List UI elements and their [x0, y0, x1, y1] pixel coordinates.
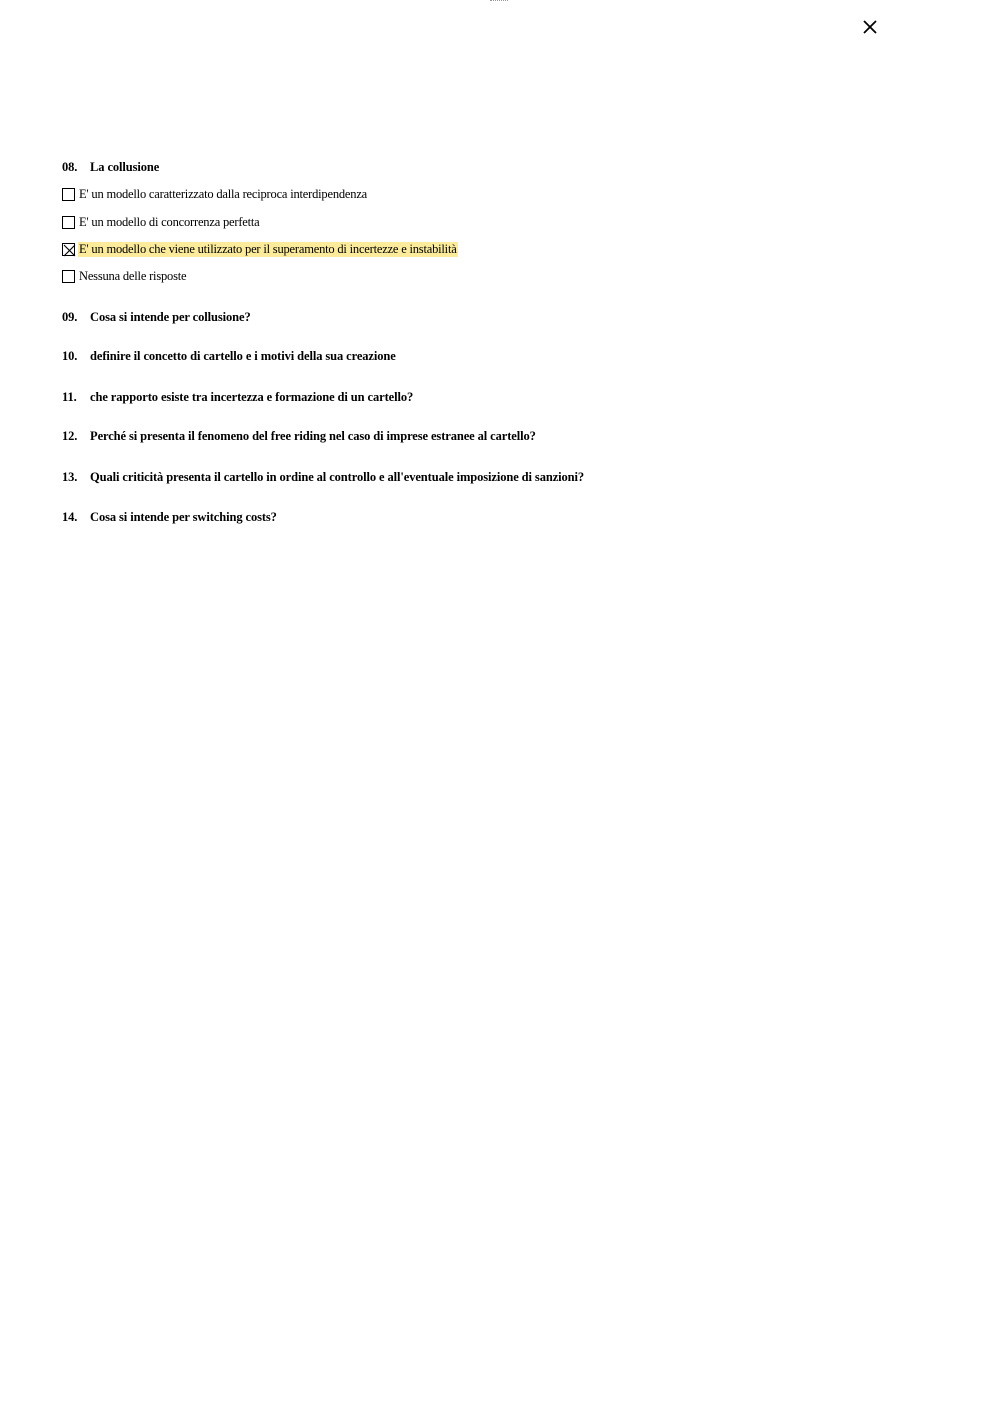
checkbox-checked-icon[interactable]: [62, 243, 75, 256]
question-number: 12.: [62, 429, 78, 443]
question-08-title: [62, 160, 159, 175]
question-text: La collusione: [90, 160, 160, 174]
question-12-title: [62, 429, 536, 444]
answer-option-text: E' un modello di concorrenza perfetta: [79, 214, 260, 229]
answer-option-3[interactable]: [62, 241, 458, 257]
question-10-title: [62, 349, 396, 364]
question-text: Cosa si intende per switching costs?: [90, 510, 277, 524]
question-text: Cosa si intende per collusione?: [90, 310, 251, 324]
question-text: definire il concetto di cartello e i motivi della sua creazione: [90, 349, 396, 363]
answer-option-2[interactable]: [62, 214, 261, 230]
answer-option-text: Nessuna delle risposte: [79, 268, 187, 283]
checkbox-empty-icon[interactable]: [62, 270, 75, 283]
question-number: 09.: [62, 310, 78, 324]
x-mark-icon: [63, 244, 76, 257]
question-14-title: [62, 510, 277, 525]
page-top-marker: [490, 0, 508, 3]
answer-option-1[interactable]: [62, 186, 368, 202]
question-text: Quali criticità presenta il cartello in ordine al controllo e all'eventuale imposizione di sanzioni?: [90, 470, 585, 484]
close-icon: [859, 16, 881, 38]
question-number: 14.: [62, 510, 78, 524]
question-text: che rapporto esiste tra incertezza e formazione di un cartello?: [90, 390, 414, 404]
question-number: 11.: [62, 390, 77, 404]
question-11-title: [62, 390, 413, 405]
question-number: 10.: [62, 349, 78, 363]
answer-option-text: E' un modello caratterizzato dalla reciproca interdipendenza: [79, 186, 368, 201]
checkbox-empty-icon[interactable]: [62, 216, 75, 229]
answer-option-text-highlighted: E' un modello che viene utilizzato per il superamento di incertezze e instabilità: [79, 241, 457, 256]
question-number: 13.: [62, 470, 78, 484]
question-text: Perché si presenta il fenomeno del free riding nel caso di imprese estranee al cartello?: [90, 429, 536, 443]
checkbox-empty-icon[interactable]: [62, 188, 75, 201]
question-09-title: [62, 310, 251, 325]
question-13-title: [62, 470, 584, 485]
question-number: 08.: [62, 160, 78, 174]
close-button[interactable]: [859, 16, 881, 38]
answer-option-4[interactable]: [62, 268, 187, 284]
